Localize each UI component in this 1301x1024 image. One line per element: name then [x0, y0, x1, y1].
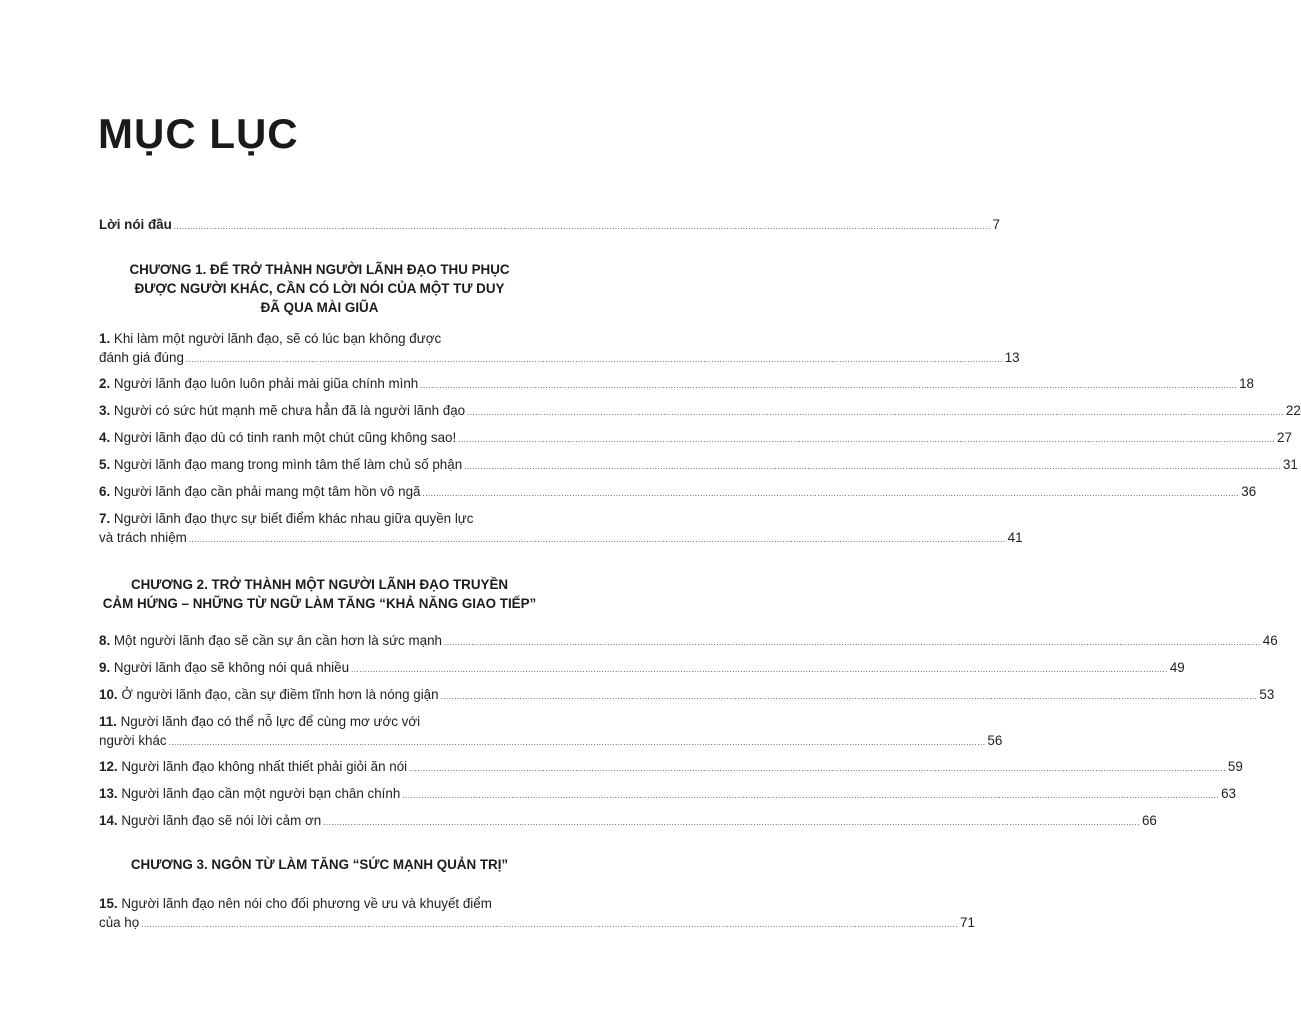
entry-page: 49 — [1169, 660, 1185, 675]
toc-entry-11 — [99, 712, 1003, 752]
dot-leader: ............................................................................................................................................................................................................................................................................................................ — [168, 738, 986, 747]
dot-leader: ............................................................................................................................................................................................................................................................................................................ — [402, 791, 1220, 800]
dot-leader: ............................................................................................................................................................................................................................................................................................................ — [351, 665, 1168, 674]
entry-number: 12. — [99, 759, 118, 774]
dot-leader: ............................................................................................................................................................................................................................................................................................................ — [420, 381, 1238, 390]
toc-entry-preface — [99, 215, 1000, 236]
entry-page: 36 — [1241, 484, 1257, 499]
toc-entry-1 — [99, 329, 1020, 369]
entry-text: người khác — [99, 733, 167, 748]
dot-leader: ............................................................................................................................................................................................................................................................................................................ — [440, 692, 1258, 701]
entry-page: 18 — [1239, 376, 1254, 391]
entry-text: Người lãnh đạo luôn luôn phải mài giũa chính mình — [113, 376, 419, 391]
entry-page: 63 — [1221, 786, 1236, 801]
dot-leader: ............................................................................................................................................................................................................................................................................................................ — [422, 489, 1240, 498]
toc-entry-15 — [99, 894, 975, 934]
entry-page: 56 — [987, 733, 1003, 748]
entry-number: 11. — [99, 714, 117, 729]
entry-text: Người lãnh đạo sẽ nói lời cảm ơn — [121, 813, 322, 828]
entry-page: 71 — [960, 915, 975, 930]
entry-text: và trách nhiệm — [99, 530, 187, 545]
toc-entry-12 — [99, 757, 1243, 778]
entry-number: 13. — [99, 786, 118, 801]
entry-page: 41 — [1007, 530, 1023, 545]
entry-number: 5. — [99, 457, 111, 472]
entry-text: Người lãnh đạo cần phải mang một tâm hồn vô ngã — [113, 484, 421, 499]
entry-text: Một người lãnh đạo sẽ cần sự ân cần hơn là sức mạnh — [113, 633, 442, 648]
dot-leader: ............................................................................................................................................................................................................................................................................................................ — [188, 535, 1006, 544]
toc-entry-3 — [99, 401, 1301, 422]
entry-text: Người lãnh đạo cần một người bạn chân chính — [121, 786, 401, 801]
entry-page: 7 — [992, 217, 1000, 232]
chapter-heading-1 — [99, 260, 540, 317]
entry-number: 8. — [99, 633, 111, 648]
chapter-heading-line: CẢM HỨNG – NHỮNG TỪ NGỮ LÀM TĂNG “KHẢ NĂNG GIAO TIẾP” — [102, 596, 537, 611]
chapter-heading-line: CHƯƠNG 3. NGÔN TỪ LÀM TĂNG “SỨC MẠNH QUẢN TRỊ” — [130, 857, 509, 872]
toc-entry-5 — [99, 455, 1298, 476]
toc-entry-9 — [99, 658, 1185, 679]
dot-leader: ............................................................................................................................................................................................................................................................................................................ — [464, 462, 1281, 471]
chapter-heading-line: CHƯƠNG 2. TRỞ THÀNH MỘT NGƯỜI LÃNH ĐẠO TRUYỀN — [130, 577, 509, 592]
chapter-heading-line: CHƯƠNG 1. ĐỂ TRỞ THÀNH NGƯỜI LÃNH ĐẠO THU PHỤC — [129, 262, 510, 277]
toc-entry-8 — [99, 631, 1278, 652]
entry-text: Người lãnh đạo dù có tinh ranh một chút cũng không sao! — [113, 430, 457, 445]
toc-entry-2 — [99, 374, 1254, 395]
dot-leader: ............................................................................................................................................................................................................................................................................................................ — [467, 408, 1284, 417]
dot-leader: ............................................................................................................................................................................................................................................................................................................ — [185, 355, 1003, 364]
entry-number: 3. — [99, 403, 111, 418]
toc-entry-10 — [99, 685, 1275, 706]
dot-leader: ............................................................................................................................................................................................................................................................................................................ — [323, 818, 1140, 827]
dot-leader: ............................................................................................................................................................................................................................................................................................................ — [409, 764, 1226, 773]
entry-text: Người lãnh đạo sẽ không nói quá nhiều — [113, 660, 350, 675]
entry-text: Người lãnh đạo thực sự biết điểm khác nhau giữa quyền lực — [113, 511, 474, 526]
toc-entry-6 — [99, 482, 1257, 503]
entry-number: 2. — [99, 376, 111, 391]
entry-text: Lời nói đầu — [99, 217, 172, 232]
entry-number: 9. — [99, 660, 111, 675]
entry-number: 7. — [99, 511, 111, 526]
toc-entry-14 — [99, 811, 1157, 832]
chapter-heading-line: ĐƯỢC NGƯỜI KHÁC, CẦN CÓ LỜI NÓI CỦA MỘT TƯ DUY — [134, 281, 505, 296]
entry-page: 53 — [1259, 687, 1275, 702]
entry-page: 66 — [1141, 813, 1157, 828]
toc-entry-13 — [99, 784, 1236, 805]
chapter-heading-2 — [99, 575, 540, 613]
entry-number: 4. — [99, 430, 111, 445]
entry-page: 31 — [1282, 457, 1298, 472]
dot-leader: ............................................................................................................................................................................................................................................................................................................ — [458, 435, 1276, 444]
entry-text: Người lãnh đạo không nhất thiết phải giỏi ăn nói — [121, 759, 408, 774]
chapter-heading-3 — [99, 855, 540, 874]
entry-number: 6. — [99, 484, 111, 499]
entry-number: 15. — [99, 896, 118, 911]
entry-number: 1. — [99, 331, 111, 346]
entry-text: Người lãnh đạo có thể nỗ lực để cùng mơ ước với — [120, 714, 421, 729]
entry-page: 22 — [1285, 403, 1301, 418]
entry-text: của họ — [99, 915, 140, 930]
entry-text: Ở người lãnh đạo, cần sự điềm tĩnh hơn là nóng giận — [121, 687, 439, 702]
entry-text: Người lãnh đạo mang trong mình tâm thế làm chủ số phận — [113, 457, 463, 472]
entry-page: 46 — [1262, 633, 1278, 648]
entry-page: 59 — [1227, 759, 1243, 774]
chapter-heading-line: ĐÃ QUA MÀI GIŨA — [260, 300, 379, 315]
dot-leader: ............................................................................................................................................................................................................................................................................................................ — [141, 920, 959, 929]
page-title: MỤC LỤC — [98, 110, 299, 157]
entry-number: 14. — [99, 813, 118, 828]
entry-text: Khi làm một người lãnh đạo, sẽ có lúc bạn không được — [113, 331, 442, 346]
entry-page: 27 — [1277, 430, 1292, 445]
toc-entry-7 — [99, 509, 1023, 549]
dot-leader: ............................................................................................................................................................................................................................................................................................................ — [173, 222, 991, 231]
entry-number: 10. — [99, 687, 118, 702]
toc-entry-4 — [99, 428, 1292, 449]
entry-page: 13 — [1004, 350, 1020, 365]
entry-text: đánh giá đúng — [99, 350, 184, 365]
entry-text: Người lãnh đạo nên nói cho đối phương về ưu và khuyết điểm — [121, 896, 492, 911]
dot-leader: ............................................................................................................................................................................................................................................................................................................ — [443, 638, 1261, 647]
entry-text: Người có sức hút mạnh mẽ chưa hẳn đã là người lãnh đạo — [113, 403, 466, 418]
